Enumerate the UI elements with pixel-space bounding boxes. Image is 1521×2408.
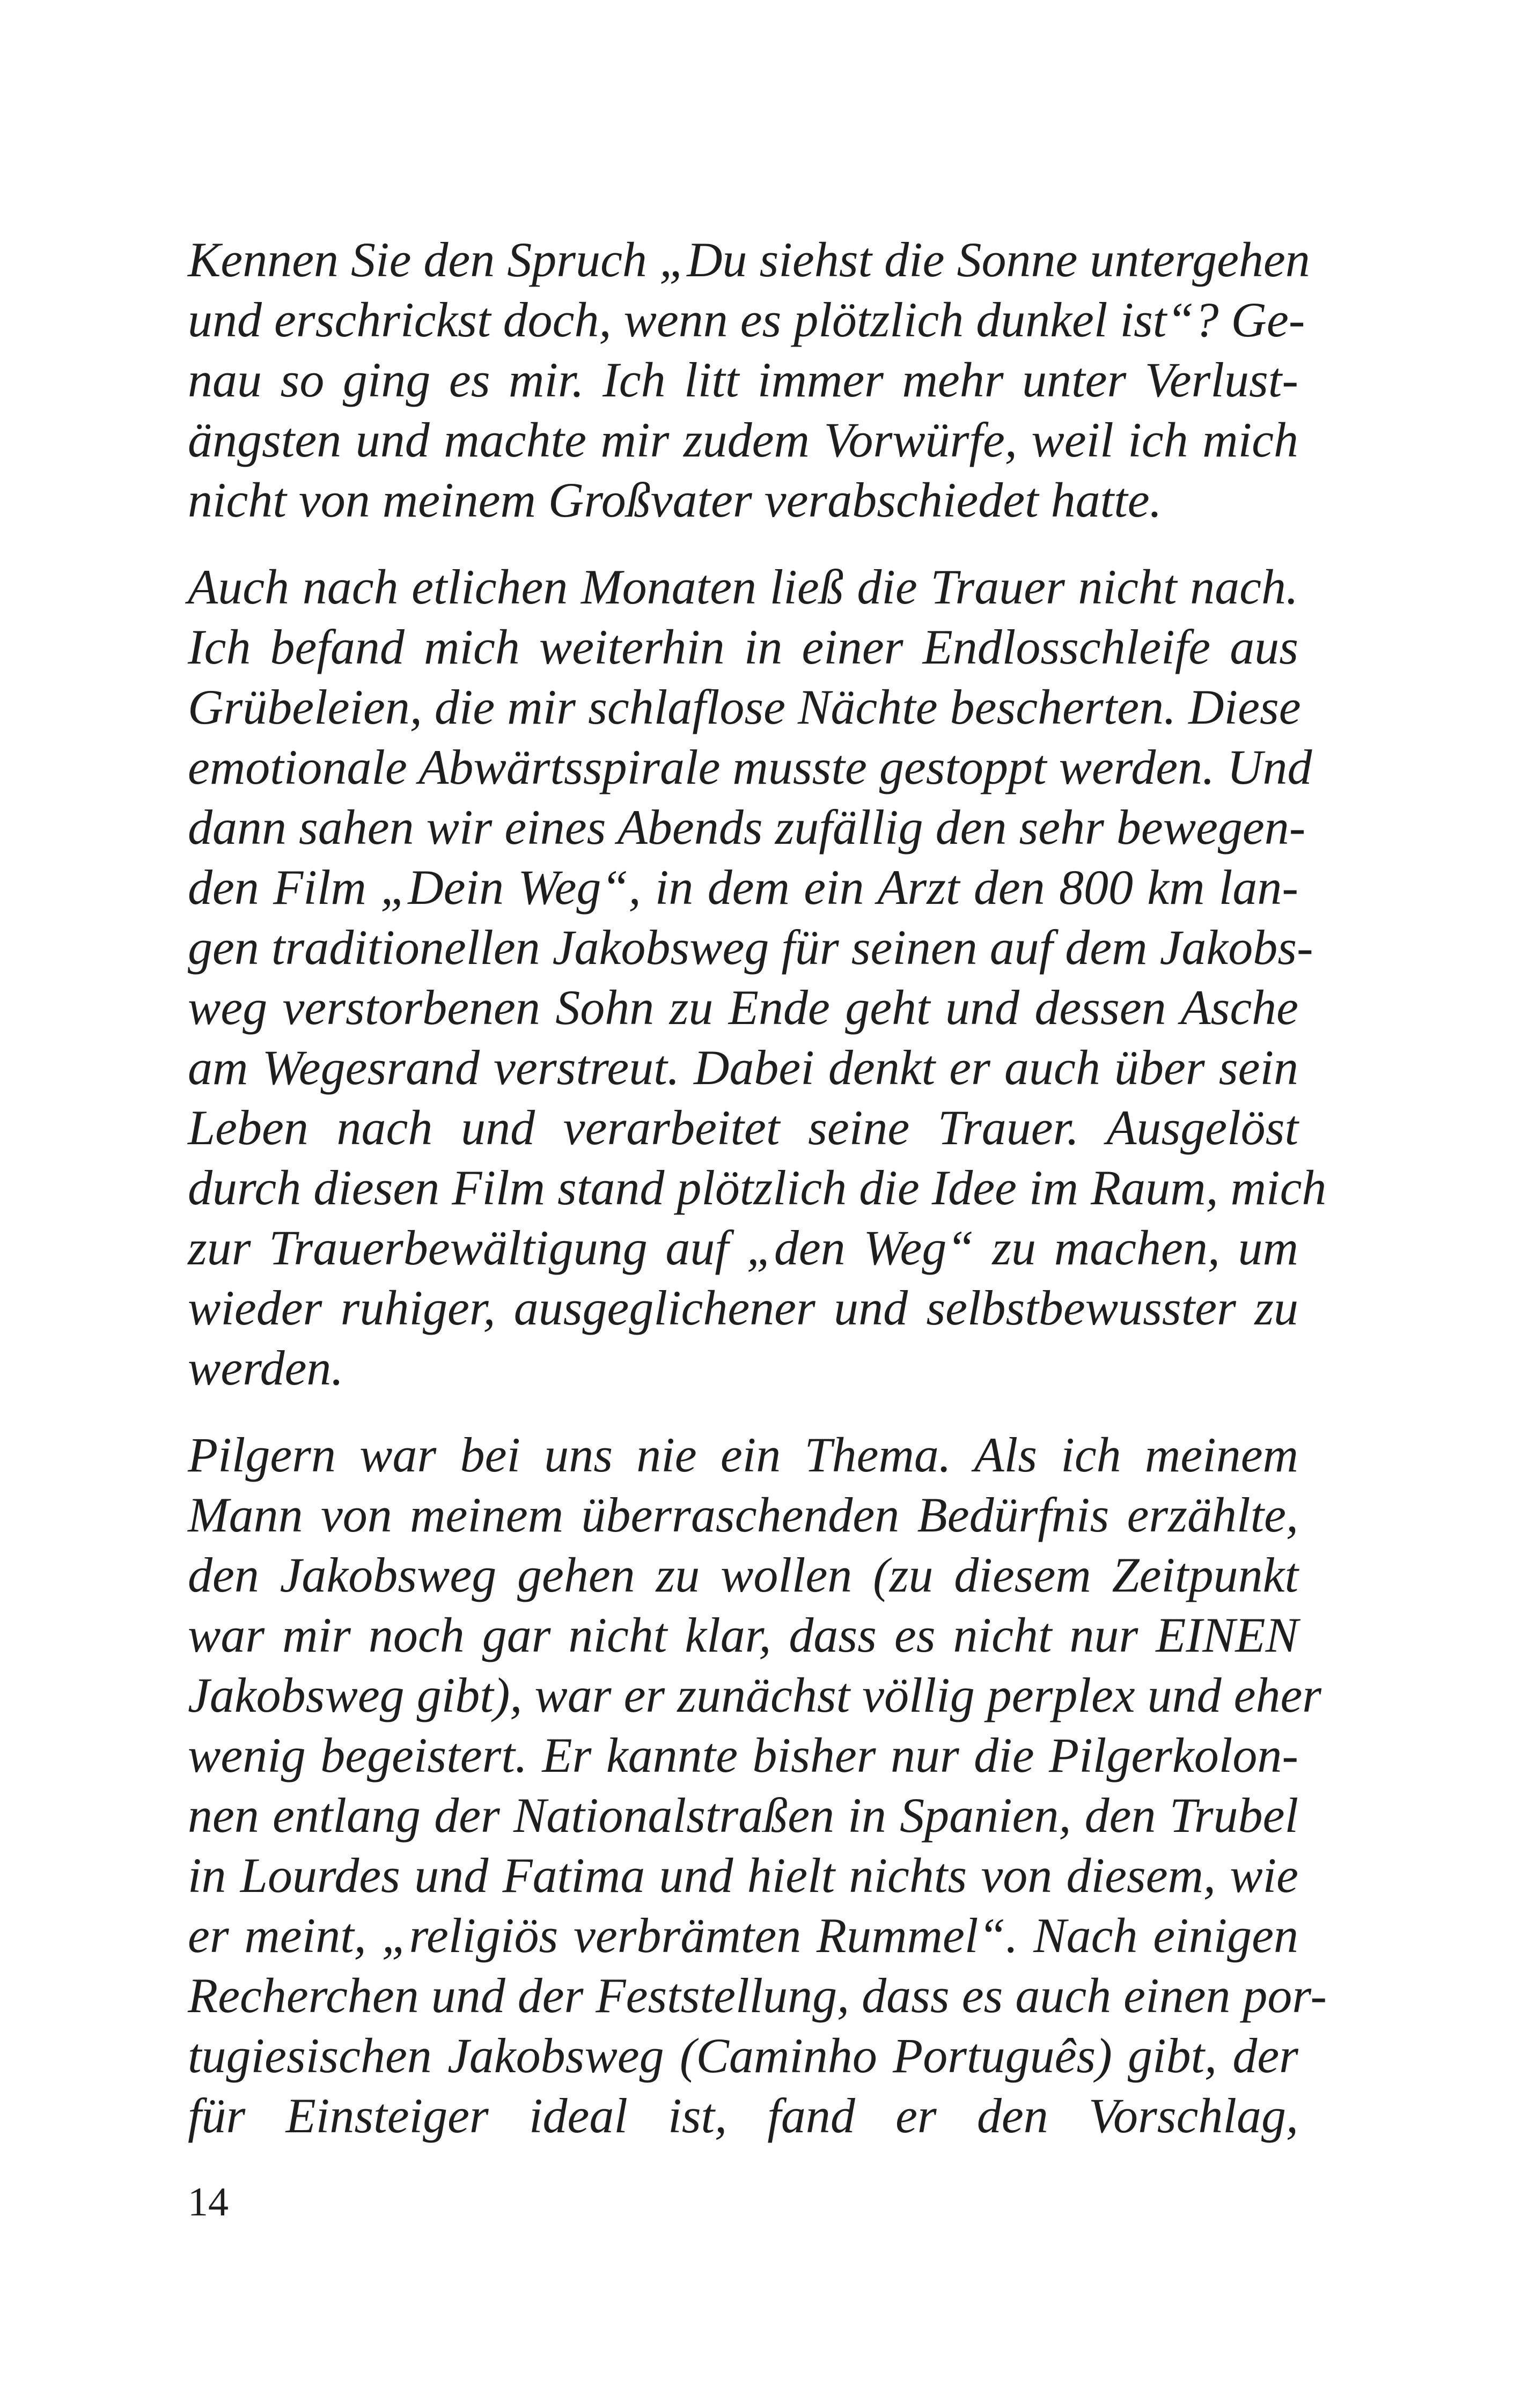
text-line: Leben nach und verarbeitet seine Trauer. Ausgelöst xyxy=(188,1100,1298,1155)
text-line: den Film „Dein Weg“, in dem ein Arzt den 800 km lan- xyxy=(188,860,1298,915)
text-line: dann sahen wir eines Abends zufällig den sehr bewegen- xyxy=(188,800,1306,855)
text-line: nau so ging es mir. Ich litt immer mehr unter Verlust- xyxy=(188,352,1298,407)
paragraph-2 xyxy=(188,557,1327,1398)
text-line: am Wegesrand verstreut. Dabei denkt er auch über sein xyxy=(188,1040,1298,1095)
text-line: Kennen Sie den Spruch „Du siehst die Sonne untergehen xyxy=(188,232,1310,287)
text-line: weg verstorbenen Sohn zu Ende geht und dessen Asche xyxy=(188,980,1298,1035)
text-line: war mir noch gar nicht klar, dass es nicht nur EINEN xyxy=(188,1608,1298,1662)
text-line: Mann von meinem überraschenden Bedürfnis erzählte, xyxy=(188,1487,1298,1542)
text-line: ängsten und machte mir zudem Vorwürfe, weil ich mich xyxy=(188,413,1298,467)
paragraph-3 xyxy=(188,1425,1327,2146)
text-line: Jakobsweg gibt), war er zunächst völlig perplex und eher xyxy=(188,1668,1322,1722)
text-line: werden. xyxy=(188,1341,344,1395)
page-number: 14 xyxy=(188,2179,229,2225)
text-line: in Lourdes und Fatima und hielt nichts von diesem, wie xyxy=(188,1848,1298,1903)
text-line: wieder ruhiger, ausgeglichener und selbstbewusster zu xyxy=(188,1280,1298,1335)
body-text xyxy=(188,230,1327,2173)
text-line: Pilgern war bei uns nie ein Thema. Als ich meinem xyxy=(188,1427,1298,1482)
text-line: Auch nach etlichen Monaten ließ die Trauer nicht nach. xyxy=(188,559,1298,614)
text-line: zur Trauerbewältigung auf „den Weg“ zu machen, um xyxy=(188,1220,1298,1275)
text-line: durch diesen Film stand plötzlich die Idee im Raum, mich xyxy=(188,1160,1327,1215)
text-line: emotionale Abwärtsspirale musste gestoppt werden. Und xyxy=(188,740,1312,794)
text-line: für Einsteiger ideal ist, fand er den Vorschlag, xyxy=(188,2088,1298,2143)
text-line: Grübeleien, die mir schlaflose Nächte bescherten. Diese xyxy=(188,680,1301,734)
text-line: tugiesischen Jakobsweg (Caminho Português) gibt, der xyxy=(188,2028,1298,2083)
text-line: den Jakobsweg gehen zu wollen (zu diesem Zeitpunkt xyxy=(188,1548,1298,1602)
text-line: nen entlang der Nationalstraßen in Spanien, den Trubel xyxy=(188,1788,1298,1843)
text-line: er meint, „religiös verbrämten Rummel“. Nach einigen xyxy=(188,1908,1298,1963)
text-line: Recherchen und der Feststellung, dass es auch einen por- xyxy=(188,1968,1327,2023)
paragraph-1 xyxy=(188,230,1310,530)
text-line: gen traditionellen Jakobsweg für seinen auf dem Jakobs- xyxy=(188,920,1313,975)
text-line: nicht von meinem Großvater verabschiedet hatte. xyxy=(188,473,1162,527)
text-line: und erschrickst doch, wenn es plötzlich dunkel ist“? Ge- xyxy=(188,292,1305,347)
text-line: wenig begeistert. Er kannte bisher nur die Pilgerkolon- xyxy=(188,1728,1298,1783)
text-line: Ich befand mich weiterhin in einer Endlosschleife aus xyxy=(188,620,1298,674)
